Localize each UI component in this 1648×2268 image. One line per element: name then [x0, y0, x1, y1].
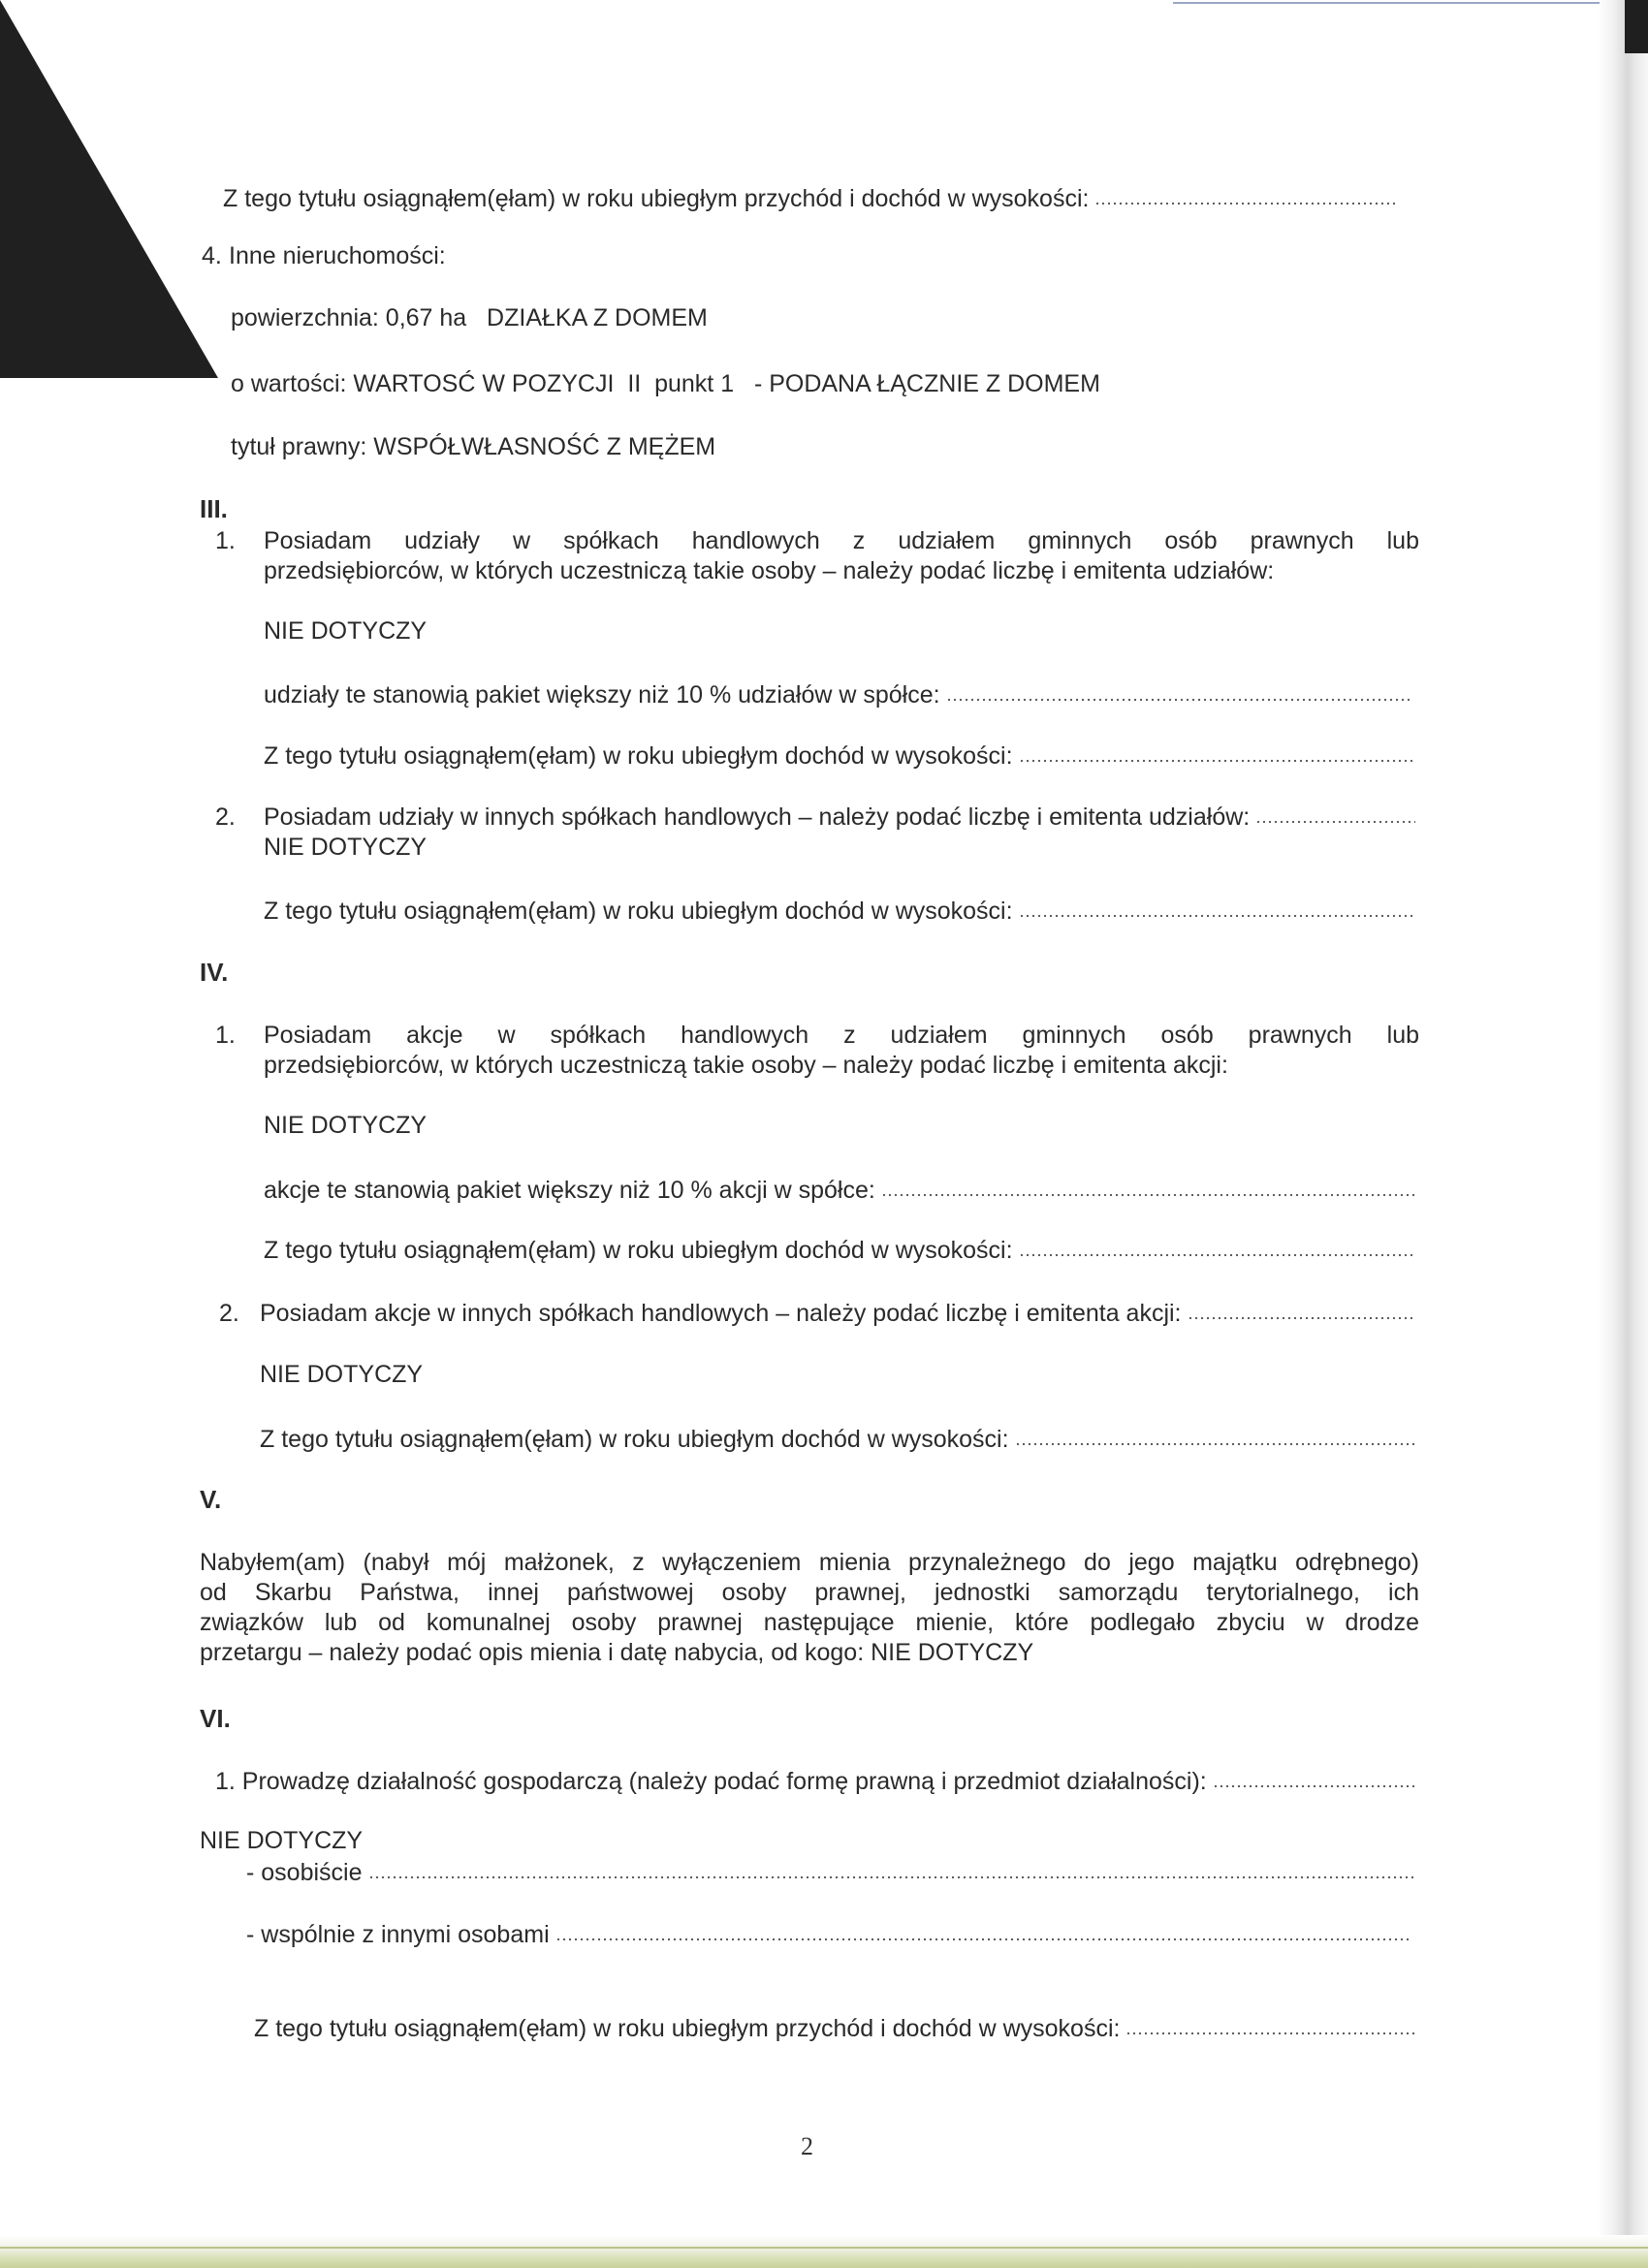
fill-dots	[946, 696, 1413, 704]
iii-1-text-line1: Posiadam udziały w spółkach handlowych z udziałem gminnych osób prawnych lub	[264, 527, 1419, 554]
page-number: 2	[801, 2132, 813, 2160]
iii-2-number: 2.	[215, 803, 236, 831]
iv-1-package-row	[264, 1176, 1415, 1206]
value-line: o wartości: WARTOSĆ W POZYCJI II punkt 1 - PODANA ŁĄCZNIE Z DOMEM	[231, 370, 1100, 397]
iii-1-number: 1.	[215, 527, 236, 554]
iv-2-number: 2.	[219, 1300, 239, 1327]
iv-1-income-row	[264, 1236, 1415, 1266]
fill-dots	[555, 1936, 1410, 1943]
iv-1-text	[264, 1021, 1419, 1081]
area-line: powierzchnia: 0,67 ha DZIAŁKA Z DOMEM	[231, 304, 708, 331]
vi-personally-row	[246, 1858, 1417, 1888]
fill-dots	[368, 1874, 1418, 1881]
vi-jointly-text: - wspólnie z innymi osobami	[246, 1921, 550, 1948]
vi-income-row	[254, 2014, 1415, 2044]
vi-jointly-row	[246, 1920, 1410, 1950]
iv-1-income-text: Z tego tytułu osiągnąłem(ęłam) w roku ubiegłym dochód w wysokości:	[264, 1237, 1013, 1264]
iii-2-text: Posiadam udziały w innych spółkach handlowych – należy podać liczbę i emitenta udziałów:	[264, 803, 1251, 831]
fill-dots	[1255, 818, 1415, 826]
iii-1-text-line2: przedsiębiorców, w których uczestniczą takie osoby – należy podać liczbę i emitenta udziałów:	[264, 557, 1275, 584]
section-v-text	[200, 1548, 1419, 1668]
fill-dots	[1125, 2030, 1415, 2037]
section-v-line2: od Skarbu Państwa, innej państwowej osoby prawnej, jednostki samorządu terytorialnego, ich	[200, 1579, 1419, 1606]
vi-personally-text: - osobiście	[246, 1859, 363, 1886]
iii-1-income-text: Z tego tytułu osiągnąłem(ęłam) w roku ubiegłym dochód w wysokości:	[264, 742, 1013, 770]
iv-2-income-text: Z tego tytułu osiągnąłem(ęłam) w roku ubiegłym dochód w wysokości:	[260, 1426, 1009, 1453]
scan-bottom-edge	[0, 2235, 1648, 2268]
section-v-line4: przetargu – należy podać opis mienia i datę nabycia, od kogo: NIE DOTYCZY	[200, 1639, 1034, 1666]
section-vi-heading: VI.	[200, 1704, 231, 1733]
vi-1-row	[215, 1767, 1415, 1797]
fill-dots	[1019, 757, 1415, 765]
scan-right-edge	[1598, 0, 1648, 2268]
section-v-line1: Nabyłem(am) (nabył mój małżonek, z wyłączeniem mienia przynależnego do jego majątku odrębnego)	[200, 1549, 1419, 1576]
fill-dots	[1213, 1782, 1415, 1790]
iii-2-income-row	[264, 897, 1415, 927]
iv-2-answer: NIE DOTYCZY	[260, 1361, 424, 1388]
iii-2-income-text: Z tego tytułu osiągnąłem(ęłam) w roku ubiegłym dochód w wysokości:	[264, 898, 1013, 925]
fill-dots	[1188, 1314, 1415, 1322]
iii-1-package-text: udziały te stanowią pakiet większy niż 10 % udziałów w spółce:	[264, 681, 940, 709]
iv-1-package-text: akcje te stanowią pakiet większy niż 10 % akcji w spółce:	[264, 1177, 875, 1204]
scan-corner-shadow	[0, 0, 218, 378]
iv-1-answer: NIE DOTYCZY	[264, 1112, 428, 1139]
fill-dots	[1019, 1251, 1415, 1259]
iv-1-text-line2: przedsiębiorców, w których uczestniczą takie osoby – należy podać liczbę i emitenta akcji:	[264, 1052, 1228, 1079]
top-income-text: Z tego tytułu osiągnąłem(ęłam) w roku ubiegłym przychód i dochód w wysokości:	[223, 185, 1090, 212]
legal-title-line: tytuł prawny: WSPÓŁWŁASNOŚĆ Z MĘŻEM	[231, 433, 716, 460]
iv-2-income-row	[260, 1425, 1415, 1455]
fill-dots	[881, 1191, 1415, 1199]
iii-1-package-row	[264, 680, 1413, 710]
iv-2-text: Posiadam akcje w innych spółkach handlowych – należy podać liczbę i emitenta akcji:	[260, 1300, 1182, 1327]
fill-dots	[1094, 200, 1398, 207]
iii-1-text	[264, 526, 1419, 586]
iv-1-text-line1: Posiadam akcje w spółkach handlowych z udziałem gminnych osób prawnych lub	[264, 1022, 1419, 1049]
item-4-title: Inne nieruchomości:	[229, 242, 446, 269]
section-iii-heading: III.	[200, 494, 228, 523]
iii-2-text-row	[264, 803, 1415, 833]
iv-2-text-row	[260, 1299, 1415, 1329]
scan-top-line	[1173, 2, 1600, 4]
fill-dots	[1015, 1440, 1415, 1448]
section-v-heading: V.	[200, 1485, 222, 1514]
section-v-line3: związków lub od komunalnej osoby prawnej następujące mienie, które podlegało zbyciu w drodze	[200, 1609, 1419, 1636]
iv-1-number: 1.	[215, 1022, 236, 1049]
iii-1-answer: NIE DOTYCZY	[264, 617, 428, 645]
section-iv-heading: IV.	[200, 958, 229, 987]
iii-2-answer: NIE DOTYCZY	[264, 834, 428, 861]
fill-dots	[1019, 912, 1415, 920]
vi-1-text: 1. Prowadzę działalność gospodarczą (należy podać formę prawną i przedmiot działalności):	[215, 1768, 1207, 1795]
vi-income-text: Z tego tytułu osiągnąłem(ęłam) w roku ubiegłym przychód i dochód w wysokości:	[254, 2015, 1121, 2042]
scan-bottom-line	[0, 2247, 1648, 2249]
item-4-number: 4.	[202, 242, 222, 269]
top-income-row	[223, 184, 1398, 214]
iii-1-income-row	[264, 741, 1415, 772]
vi-answer: NIE DOTYCZY	[200, 1827, 364, 1854]
scan-right-edge-dark	[1625, 0, 1648, 53]
